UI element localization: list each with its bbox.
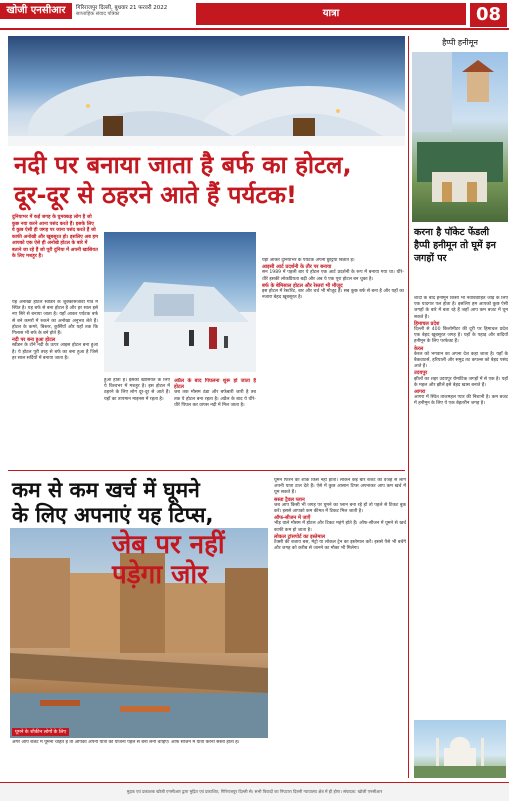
col1-body: यह अनोखा होटल स्वीडन के जुक्कासजार्वी गांव में स्थित है। यह बर्फ से बना होटल है और हर साल इसे नए सिरे से बनाया जाता है। यहाँ आकर पर्यटक बर्फ से बने कमरों में रुकने का अनोखा अनुभव लेते हैं। होटल के कमरे, बिस्तर, कुर्सियाँ और यहाँ तक कि गिलास भी बर्फ के बने होते हैं। — [12, 300, 98, 337]
place-3-body: झीलों का शहर उदयपुर रोमांटिक जगहों में से एक है। यहाँ के महल और झीलें इसे बेहद खास बनाते हैं। — [414, 376, 508, 388]
column-divider — [408, 36, 409, 778]
col1-body-2: स्वीडन के टॉर्न नदी के ऊपर आइस होटल बना हुआ है। ये होटल पूरी तरह से बर्फ का बना हुआ है जिसे हर साल सर्दियों में बनाया जाता है। — [12, 343, 98, 361]
lower-headline-line-1: कम से कम खर्च में घूमने — [12, 478, 200, 502]
sidebar-body — [414, 296, 508, 716]
taj-mahal-illustration — [414, 720, 506, 778]
lower-headline-line-3: जेब पर नहीं — [112, 530, 225, 560]
lower-headline — [12, 478, 268, 528]
page-number: 08 — [470, 3, 507, 27]
col3-top: यहाँ आकर दुनियाभर के पर्यटक अपनी छुट्टियाँ बिताते हैं। — [262, 258, 355, 263]
lower-headline-line-2: के लिए अपनाएं यह टिप्स, — [12, 503, 214, 527]
edition-date: गिरिराजपुर दिल्ली, बुधवार 21 फरवरी 2022 — [76, 5, 168, 11]
col1-subheading: नदी पर बना हुआ होटल — [12, 337, 56, 344]
header-divider — [0, 28, 509, 30]
ice-hotel-interior-photo — [104, 232, 256, 372]
article-col-2b — [174, 378, 256, 428]
lower-headline-line-4: पड़ेगा जोर — [112, 560, 208, 590]
sidebar-intro: शादी के बाद हनीमून किसी भी नवविवाहित जोड़े के लिए एक यादगार पल होता है। इसलिए हम आपको कुछ ऐसी जगहों के बारे में बता रहे हैं जहाँ आप कम बजट में घूम सकते हैं। — [414, 296, 508, 320]
honeymoon-collage — [412, 52, 508, 222]
footer-imprint: मुद्रक एवं प्रकाशक खोजी एनसीआर द्वारा मुद्रित एवं प्रकाशित, गिरिराजपुर दिल्ली से। सभी विवादों का निपटारा दिल्ली न्यायालय क्षेत्र में ही होगा। संपादक: खोजी एनसीआर — [0, 782, 509, 801]
place-4-title: आगरा — [414, 389, 426, 396]
col3-body-1: सन 1989 में पहली बार ये होटल एक आर्ट प्रदर्शनी के रूप में बनाया गया था। धीरे-धीरे इसकी लोकप्रियता बढ़ी और अब ये एक पूरा होटल बन चुका है। — [262, 270, 404, 282]
photo-caption-label: घूमने के शौकीन लोगों के लिए — [12, 728, 69, 736]
place-2-title: केरल — [414, 345, 424, 352]
place-3-title: उदयपुर — [414, 370, 428, 377]
place-2-body: केरल को भगवान का अपना देश कहा जाता है। यहाँ के बैकवाटर्स, हरियाली और समुद्र तट कपल्स को बेहद पसंद आते हैं। — [414, 351, 508, 370]
lower-headline-red — [112, 530, 270, 590]
ice-hotel-courtyard-illustration — [104, 232, 256, 372]
place-4-body: आगरा में स्थित ताजमहल प्यार की निशानी है। कम बजट में हनीमून के लिए ये एक बेहतरीन जगह है। — [414, 395, 508, 407]
col2-body-2: जब तक मौसम ठंडा और बर्फबारी जारी है तब तक ये होटल बना रहता है। अप्रैल के बाद ये धीरे-धीरे पिघल कर वापस नदी में मिल जाता है। — [174, 390, 256, 408]
headline-line-2: दूर-दूर से ठहरने आते हैं पर्यटक! — [14, 181, 297, 209]
ice-hotel-photo — [8, 36, 405, 146]
ice-hotel-illustration — [8, 36, 405, 146]
col3-subheading-1: आइसी आर्ट प्रदर्शनी के तौर पर बनाया — [262, 264, 332, 271]
tip-2-title: ऑफ-सीजन में जाएँ — [274, 515, 311, 522]
place-1-body: दिल्ली से 400 किलोमीटर की दूरी पर हिमाचल प्रदेश एक बेहद खूबसूरत जगह है। यहाँ के पहाड़ और वादियाँ हनीमून के लिए परफेक्ट हैं। — [414, 327, 508, 345]
sidebar-label: हैप्पी हनीमून — [442, 38, 478, 47]
place-1-title: हिमाचल प्रदेश — [414, 320, 440, 327]
tips-intro: घूमने फिरने का शौक किसे नहीं होता। लेकिन कई बार बजट की वजह से लोग अपनी यात्रा टाल देते हैं। ऐसे में कुछ आसान टिप्स अपनाकर आप कम खर्च में घूम सकते हैं। — [274, 478, 406, 496]
article-col-3 — [262, 258, 404, 428]
taj-mahal-photo — [414, 720, 506, 778]
headline-line-1: नदी पर बनाया जाता है बर्फ का होटल, — [14, 151, 352, 179]
col2-subheading: अप्रैल के बाद पिघलना शुरू हो जाता है होटल — [174, 378, 256, 391]
article-col-1 — [12, 300, 98, 418]
sidebar-headline: करना है पॉकेट फेंडली हैप्पी हनीमून तो घूमें इन जगहों पर — [414, 227, 496, 264]
article-col-2a: हुआ होता है। इसकी खासियत के लिए ये विश्वभर में मशहूर है। इस होटल में ठहरने के लिए लोग दूर-दूर से आते हैं। यहाँ का तापमान माइनस में रहता है। — [104, 378, 170, 402]
section-title: यात्रा — [196, 3, 466, 25]
honeymoon-collage-illustration — [412, 52, 508, 222]
tip-1-title: सस्ता ट्रैवल प्लान — [274, 496, 305, 503]
tip-3-title: लोकल ट्रांसपोर्ट का इस्तेमाल — [274, 533, 326, 540]
col3-body-2: इस होटल में रेस्टोरेंट, बार और चर्च भी मौजूद हैं। सब कुछ बर्फ से बना है और यहाँ का नजारा बेहद खूबसूरत है। — [262, 289, 404, 301]
intro-text: दुनियाभर में कई जगह के घुमक्कड़ लोग है जो कुछ नया करने आना पसंद करते हैं। इसके लिए वे कुछ ऐसी ही जगह पर जाना पसंद करते हैं जो काफी अनोखी और खूबसूरत हो। इसलिए अब हम आपको एक ऐसे ही अनोखे होटल के बारे में बताने जा रहे हैं जो पूरी दुनिया में अपनी खासियत के लिए मशहूर है। — [12, 215, 98, 259]
col3-subheading-2: बर्फ के बेमिसाल होटल और रेस्तरां भी मौजूद — [262, 282, 343, 289]
caption-text: अगर आप बजट में घूमना चाहते हैं तो आपको अपनी यात्रा की योजना पहले से बना लेनी चाहिए। ऑफ सीजन में यात्रा करना सस्ता होता है। — [12, 740, 240, 745]
tip-2-body: भीड़ वाले मौसम में होटल और टिकट महंगे होते हैं। ऑफ-सीजन में घूमने से खर्च काफी कम हो जाता है। — [274, 521, 406, 533]
tips-column — [274, 478, 406, 778]
newspaper-logo: खोजी एनसीआर — [0, 3, 72, 19]
tip-3-body: टैक्सी की बजाय बस, मेट्रो या लोकल ट्रेन का इस्तेमाल करें। इससे पैसे भी बचेंगे और जगह को करीब से जानने का मौका भी मिलेगा। — [274, 540, 406, 552]
story-divider — [8, 470, 405, 471]
tip-1-body: जब आप किसी भी जगह पर घूमने का प्लान बना रहे हों तो पहले से टिकट बुक करें। इससे आपको कम कीमत में टिकट मिल जाती है। — [274, 502, 406, 515]
edition-subline: साप्ताहिक संवाद पत्रिका — [76, 11, 120, 17]
main-headline — [14, 150, 404, 210]
